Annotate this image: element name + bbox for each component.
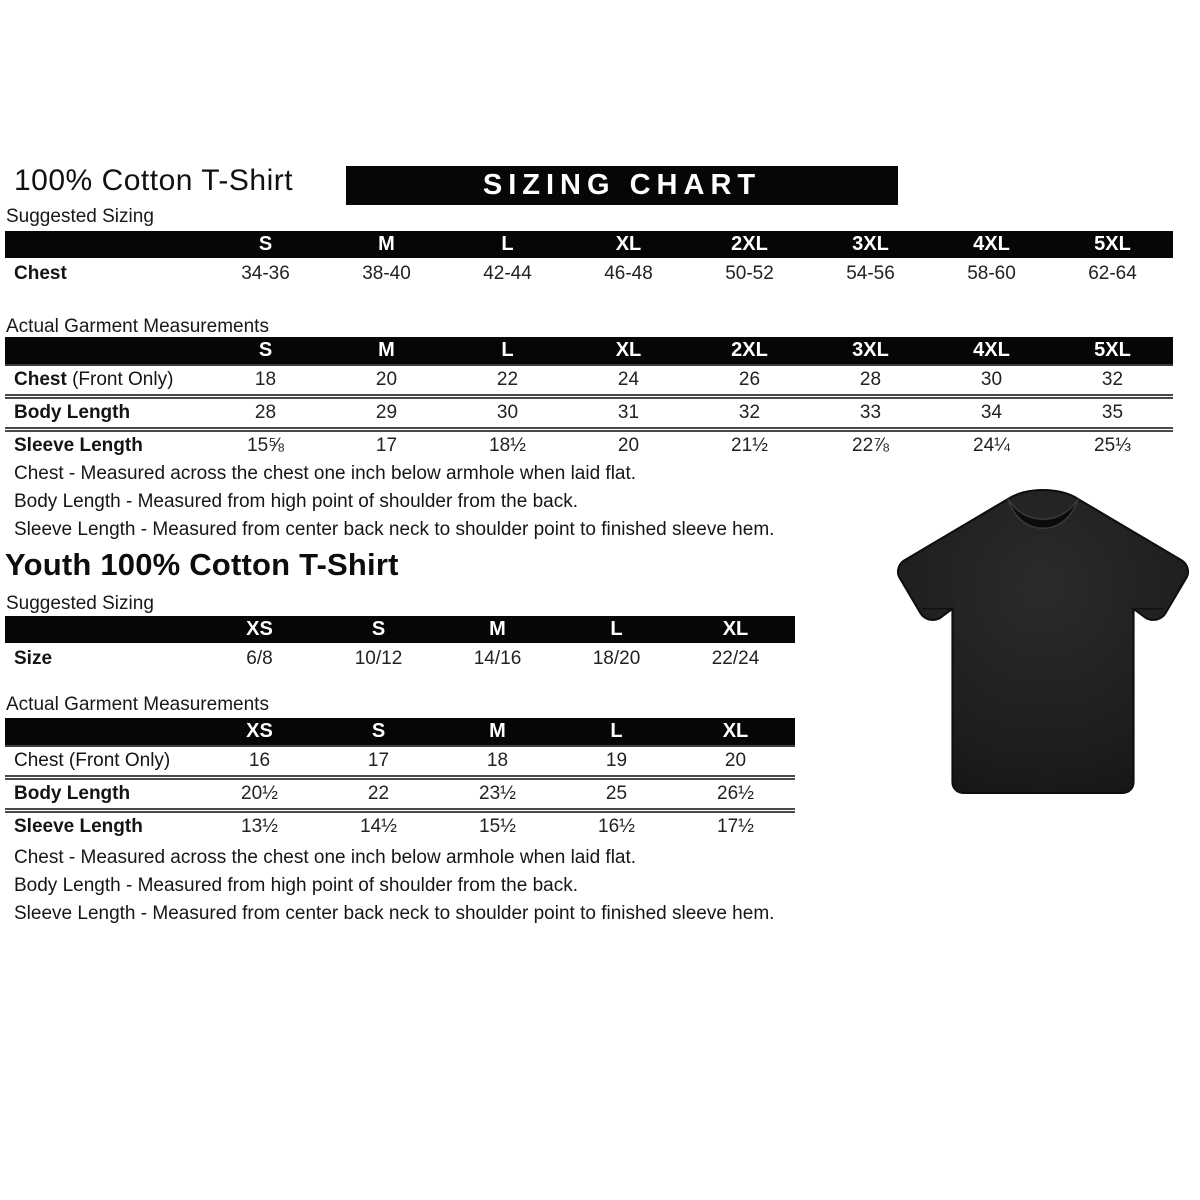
column-header-s: S [205, 337, 326, 365]
adult-actual-label: Actual Garment Measurements [6, 316, 269, 337]
column-header-4xl: 4XL [931, 337, 1052, 365]
cell: 22 [447, 365, 568, 397]
cell: 17½ [676, 811, 795, 842]
cell: 26½ [676, 778, 795, 811]
column-header-xl: XL [676, 616, 795, 643]
cell: 15⅝ [205, 430, 326, 461]
cell: 32 [1052, 365, 1173, 397]
sizing-chart-banner: SIZING CHART [346, 166, 898, 205]
chest-row [5, 258, 1173, 290]
cell: 20½ [200, 778, 319, 811]
cell: 30 [447, 397, 568, 430]
cell: 18 [205, 365, 326, 397]
cell: 22⅞ [810, 430, 931, 461]
youth-measurement-notes [14, 844, 774, 928]
cell: 34 [931, 397, 1052, 430]
column-header-5xl: 5XL [1052, 337, 1173, 365]
note-body-length: Body Length - Measured from high point of shoulder from the back. [14, 491, 578, 512]
header-row [5, 718, 795, 746]
cell: 18½ [447, 430, 568, 461]
row-label: Sleeve Length [5, 430, 205, 461]
column-header-5xl: 5XL [1052, 231, 1173, 258]
adult-suggested-table [5, 231, 1173, 290]
cell: 26 [689, 365, 810, 397]
cell: 24 [568, 365, 689, 397]
note-chest: Chest - Measured across the chest one inch below armhole when laid flat. [14, 463, 637, 484]
column-header-xl: XL [568, 337, 689, 365]
header-row [5, 231, 1173, 258]
row-label: Sleeve Length [5, 811, 200, 842]
size-row [5, 643, 795, 675]
youth-actual-label: Actual Garment Measurements [6, 694, 269, 715]
youth-actual-table [5, 718, 795, 841]
body-length-row [5, 397, 1173, 430]
column-header-2xl: 2XL [689, 337, 810, 365]
column-header-l: L [557, 616, 676, 643]
cell: 62-64 [1088, 263, 1137, 284]
row-label: Body Length [5, 778, 200, 811]
row-label: Chest [14, 263, 67, 284]
note-body-length: Body Length - Measured from high point of shoulder from the back. [14, 875, 578, 896]
cell: 58-60 [967, 263, 1016, 284]
column-header-3xl: 3XL [810, 337, 931, 365]
cell: 33 [810, 397, 931, 430]
adult-suggested-label: Suggested Sizing [6, 206, 154, 227]
corner-cell [5, 337, 205, 365]
cell: 34-36 [241, 263, 290, 284]
column-header-s: S [205, 231, 326, 258]
cell: 28 [810, 365, 931, 397]
corner-cell [5, 718, 200, 746]
column-header-3xl: 3XL [810, 231, 931, 258]
header-row [5, 337, 1173, 365]
cell: 18 [438, 746, 557, 778]
cell: 21½ [689, 430, 810, 461]
tshirt-body [898, 490, 1188, 793]
page-title: 100% Cotton T-Shirt [14, 164, 294, 197]
row-label: Chest (Front Only) [5, 746, 200, 778]
cell: 35 [1052, 397, 1173, 430]
cell: 38-40 [362, 263, 411, 284]
adult-measurement-notes [14, 460, 774, 544]
sleeve-length-row [5, 811, 795, 842]
cell: 42-44 [483, 263, 532, 284]
note-sleeve-length: Sleeve Length - Measured from center back neck to shoulder point to finished sleeve hem. [14, 903, 775, 924]
note-chest: Chest - Measured across the chest one inch below armhole when laid flat. [14, 847, 637, 868]
corner-cell [5, 616, 200, 643]
column-header-s: S [319, 718, 438, 746]
cell: 30 [931, 365, 1052, 397]
sleeve-length-row [5, 430, 1173, 461]
cell: 22/24 [711, 648, 760, 669]
cell: 19 [557, 746, 676, 778]
cell: 24¼ [931, 430, 1052, 461]
cell: 50-52 [725, 263, 774, 284]
youth-suggested-table [5, 616, 795, 675]
cell: 14/16 [473, 648, 522, 669]
header-row [5, 616, 795, 643]
black-tshirt-image [892, 488, 1194, 800]
cell: 32 [689, 397, 810, 430]
cell: 18/20 [592, 648, 641, 669]
column-header-l: L [447, 337, 568, 365]
column-header-xs: XS [200, 616, 319, 643]
adult-actual-table [5, 337, 1173, 460]
column-header-xs: XS [200, 718, 319, 746]
cell: 54-56 [846, 263, 895, 284]
cell: 25⅓ [1052, 430, 1173, 461]
youth-suggested-label: Suggested Sizing [6, 593, 154, 614]
column-header-4xl: 4XL [931, 231, 1052, 258]
cell: 28 [205, 397, 326, 430]
cell: 6/8 [246, 648, 273, 669]
cell: 16½ [557, 811, 676, 842]
column-header-m: M [438, 616, 557, 643]
row-label: Size [14, 648, 53, 669]
row-label: Body Length [5, 397, 205, 430]
chest-front-only-row [5, 365, 1173, 397]
cell: 16 [200, 746, 319, 778]
cell: 17 [319, 746, 438, 778]
cell: 20 [676, 746, 795, 778]
column-header-xl: XL [676, 718, 795, 746]
corner-cell [5, 231, 205, 258]
cell: 29 [326, 397, 447, 430]
column-header-s: S [319, 616, 438, 643]
body-length-row [5, 778, 795, 811]
cell: 10/12 [354, 648, 403, 669]
column-header-l: L [447, 231, 568, 258]
cell: 15½ [438, 811, 557, 842]
cell: 31 [568, 397, 689, 430]
cell: 20 [568, 430, 689, 461]
youth-section-title: Youth 100% Cotton T-Shirt [5, 547, 399, 582]
column-header-m: M [438, 718, 557, 746]
column-header-m: M [326, 231, 447, 258]
column-header-l: L [557, 718, 676, 746]
row-label: Chest (Front Only) [5, 365, 205, 397]
cell: 22 [319, 778, 438, 811]
cell: 17 [326, 430, 447, 461]
note-sleeve-length: Sleeve Length - Measured from center back neck to shoulder point to finished sleeve hem. [14, 519, 775, 540]
column-header-m: M [326, 337, 447, 365]
cell: 46-48 [604, 263, 653, 284]
column-header-2xl: 2XL [689, 231, 810, 258]
cell: 25 [557, 778, 676, 811]
cell: 23½ [438, 778, 557, 811]
cell: 13½ [200, 811, 319, 842]
column-header-xl: XL [568, 231, 689, 258]
chest-front-only-row [5, 746, 795, 778]
cell: 14½ [319, 811, 438, 842]
cell: 20 [326, 365, 447, 397]
